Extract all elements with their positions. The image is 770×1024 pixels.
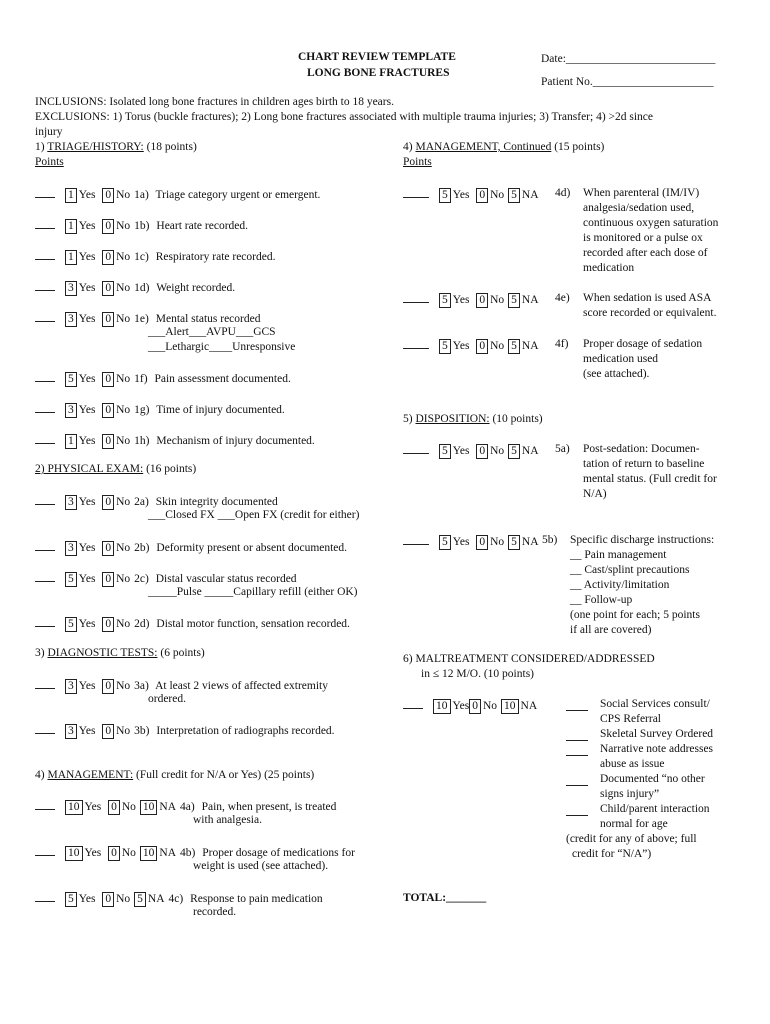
item-text: continuous oxygen saturation [583,217,719,229]
item-id: 1c) [134,251,149,263]
item-id: 1a) [134,189,149,201]
no-points-box[interactable]: 0 [102,892,114,907]
checklist-row [403,442,539,459]
item-id: 4c) [168,893,184,905]
na-label: NA [159,847,177,859]
no-points-box[interactable]: 0 [108,846,120,861]
yes-points-box[interactable]: 10 [65,800,83,815]
no-label: No [490,189,505,201]
section-6-subheading: in ≤ 12 M/O. (10 points) [421,668,535,680]
no-label: No [490,340,505,352]
na-points-box[interactable]: 5 [508,535,520,550]
yes-label: Yes [78,573,96,585]
no-points-box[interactable]: 0 [102,372,114,387]
no-points-box[interactable]: 0 [102,434,114,449]
yes-label: Yes [84,801,102,813]
item-subtext: ___Lethargic____Unresponsive [148,341,296,353]
no-points-box[interactable]: 0 [476,188,488,203]
yes-points-box[interactable]: 5 [65,572,77,587]
maltreatment-check-item: Narrative note addresses [600,743,714,755]
score-blank[interactable] [35,570,55,582]
item-text: analgesia/sedation used, [583,202,695,214]
yes-points-box[interactable]: 5 [439,339,451,354]
no-label: No [490,536,505,548]
checklist-row [35,890,323,907]
no-label: No [116,618,131,630]
yes-label: Yes [78,189,96,201]
checklist-row [403,291,539,308]
maltreatment-check-blank[interactable] [566,744,588,756]
item-text: score recorded or equivalent. [583,307,717,319]
score-blank[interactable] [35,432,55,444]
no-label: No [116,373,131,385]
item-subtext: ___Closed FX ___Open FX (credit for either) [148,509,360,521]
item-text: Mechanism of injury documented. [156,435,315,447]
item-text: __ Follow-up [570,594,633,606]
no-points-box[interactable]: 0 [102,312,114,327]
no-label: No [121,847,136,859]
item-id: 4f) [555,338,569,350]
item-subtext: ordered. [148,693,186,705]
yes-points-box[interactable]: 10 [433,699,451,714]
score-blank[interactable] [403,186,429,198]
checklist-row [35,539,347,556]
yes-label: Yes [78,313,96,325]
no-label: No [116,893,131,905]
checklist-row [35,279,235,296]
no-label: No [116,680,131,692]
item-text: __ Cast/splint precautions [570,564,690,576]
score-blank[interactable] [35,248,55,260]
na-label: NA [521,294,539,306]
na-points-box[interactable]: 5 [134,892,146,907]
yes-points-box[interactable]: 5 [65,617,77,632]
item-id: 2a) [134,496,149,508]
item-id: 1g) [134,404,150,416]
item-id: 4d) [555,187,571,199]
item-id: 4e) [555,292,570,304]
checklist-row [35,615,350,632]
yes-label: Yes [78,725,96,737]
checklist-row [35,798,336,815]
no-label: No [116,251,131,263]
na-label: NA [147,893,165,905]
no-label: No [116,725,131,737]
item-id: 4b) [180,847,196,859]
section-2-heading: 2) PHYSICAL EXAM: (16 points) [35,463,197,475]
item-text: Pain, when present, is treated [201,801,337,813]
date-field[interactable] [541,52,715,67]
checklist-row [35,370,291,387]
checklist-row [35,401,285,418]
no-label: No [116,573,131,585]
yes-label: Yes [78,404,96,416]
item-text: Respiratory rate recorded. [155,251,276,263]
yes-label: Yes [78,542,96,554]
na-points-box[interactable]: 10 [501,699,519,714]
patient-label: Patient No. [541,76,593,88]
item-text: Interpretation of radiographs recorded. [156,725,335,737]
item-subtext: ___Alert___AVPU___GCS [148,326,276,338]
no-points-box[interactable]: 0 [102,219,114,234]
no-label: No [116,313,131,325]
item-id: 2b) [134,542,150,554]
item-text: Specific discharge instructions: [570,534,715,546]
maltreatment-check-item: CPS Referral [600,713,662,725]
maltreatment-check-blank[interactable] [566,729,588,741]
yes-label: Yes [452,189,470,201]
score-blank[interactable] [35,615,55,627]
no-points-box[interactable]: 0 [102,572,114,587]
na-label: NA [521,445,539,457]
score-blank[interactable] [35,677,55,689]
item-text: N/A) [583,488,607,500]
item-id: 4a) [180,801,195,813]
no-label: No [116,542,131,554]
no-points-box[interactable]: 0 [102,250,114,265]
item-id: 1f) [134,373,148,385]
yes-points-box[interactable]: 1 [65,188,77,203]
yes-points-box[interactable]: 5 [439,188,451,203]
item-id: 5a) [555,443,570,455]
score-blank[interactable] [403,533,429,545]
score-blank[interactable] [403,291,429,303]
item-text: At least 2 views of affected extremity [155,680,328,692]
item-text: Weight recorded. [156,282,236,294]
na-points-box[interactable]: 5 [508,339,520,354]
checklist-row [35,248,275,265]
yes-points-box[interactable]: 5 [65,892,77,907]
yes-points-box[interactable]: 3 [65,679,77,694]
section-6-heading: 6) MALTREATMENT CONSIDERED/ADDRESSED [403,653,655,665]
na-points-box[interactable]: 5 [508,188,520,203]
yes-points-box[interactable]: 5 [439,444,451,459]
na-points-box[interactable]: 10 [140,846,158,861]
score-blank[interactable] [35,370,55,382]
item-text: Heart rate recorded. [156,220,249,232]
item-text: (one point for each; 5 points [570,609,700,621]
item-text: if all are covered) [570,624,652,636]
na-label: NA [521,340,539,352]
no-points-box[interactable]: 0 [102,541,114,556]
no-label: No [116,435,131,447]
yes-label: Yes [452,700,470,712]
na-points-box[interactable]: 5 [508,293,520,308]
no-label: No [490,445,505,457]
yes-points-box[interactable]: 3 [65,724,77,739]
section-4-heading: 4) MANAGEMENT: (Full credit for N/A or Yes) (25 points) [35,769,315,781]
score-blank[interactable] [35,539,55,551]
na-label: NA [520,700,538,712]
yes-label: Yes [78,680,96,692]
yes-points-box[interactable]: 3 [65,495,77,510]
no-label: No [116,496,131,508]
na-label: NA [521,536,539,548]
item-id: 2d) [134,618,150,630]
no-label: No [116,404,131,416]
score-blank[interactable] [35,186,55,198]
no-points-box[interactable]: 0 [102,403,114,418]
item-subtext: _____Pulse _____Capillary refill (either OK) [148,586,358,598]
score-blank[interactable] [35,310,55,322]
yes-points-box[interactable]: 5 [439,293,451,308]
inclusions-text: INCLUSIONS: Isolated long bone fractures in children ages birth to 18 years. [35,96,394,108]
item-text: Mental status recorded [155,313,261,325]
no-points-box[interactable]: 0 [102,281,114,296]
item-id: 1h) [134,435,150,447]
item-text: Proper dosage of sedation [583,338,703,350]
item-id: 1d) [134,282,150,294]
no-points-box[interactable]: 0 [102,724,114,739]
no-points-box[interactable]: 0 [476,535,488,550]
no-label: No [116,220,131,232]
maltreatment-check-blank[interactable] [566,774,588,786]
no-points-box[interactable]: 0 [102,188,114,203]
yes-label: Yes [84,847,102,859]
date-label: Date: [541,53,566,65]
item-id: 1e) [134,313,149,325]
yes-points-box[interactable]: 3 [65,281,77,296]
item-subtext: weight is used (see attached). [193,860,329,872]
yes-points-box[interactable]: 1 [65,219,77,234]
total-blank: _______ [446,892,487,904]
checklist-row [403,337,539,354]
item-text: medication used [583,353,659,365]
no-points-box[interactable]: 0 [102,495,114,510]
maltreatment-check-item: Child/parent interaction [600,803,710,815]
section-5-heading: 5) DISPOSITION: (10 points) [403,413,543,425]
no-label: No [482,700,498,712]
no-points-box[interactable]: 0 [469,699,481,714]
yes-label: Yes [452,536,470,548]
doc-subtitle: LONG BONE FRACTURES [307,67,450,79]
yes-points-box[interactable]: 3 [65,312,77,327]
points-header-right: Points [403,156,432,168]
no-label: No [116,282,131,294]
no-points-box[interactable]: 0 [102,679,114,694]
patient-blank: _____________________ [592,76,714,88]
no-points-box[interactable]: 0 [476,293,488,308]
score-blank[interactable] [35,401,55,413]
no-label: No [116,189,131,201]
exclusions-text-cont: injury [35,126,63,138]
yes-points-box[interactable]: 3 [65,403,77,418]
na-label: NA [521,189,539,201]
checklist-row [403,533,539,550]
item-text: __ Pain management [570,549,667,561]
item-text: medication [583,262,635,274]
maltreatment-check-item: signs injury” [600,788,660,800]
no-label: No [490,294,505,306]
yes-points-box[interactable]: 3 [65,541,77,556]
maltreatment-check-item: Social Services consult/ [600,698,710,710]
yes-points-box[interactable]: 5 [439,535,451,550]
item-text: __ Activity/limitation [570,579,670,591]
no-label: No [121,801,136,813]
yes-label: Yes [78,220,96,232]
item-text: When sedation is used ASA [583,292,712,304]
yes-label: Yes [78,496,96,508]
item-text: Post-sedation: Documen- [583,443,700,455]
yes-points-box[interactable]: 1 [65,434,77,449]
section-4-continued-heading: 4) MANAGEMENT, Continued (15 points) [403,141,605,153]
score-blank[interactable] [403,337,429,349]
item-subtext: with analgesia. [193,814,262,826]
item-text: (see attached). [583,368,650,380]
score-blank[interactable] [35,217,55,229]
item-id: 5b) [542,534,558,546]
item-text: Distal vascular status recorded [155,573,297,585]
yes-label: Yes [78,251,96,263]
item-text: is monitored or a pulse ox [583,232,703,244]
yes-label: Yes [78,618,96,630]
item-id: 1b) [134,220,150,232]
score-blank[interactable] [35,279,55,291]
maltreatment-credit-note: credit for “N/A”) [572,848,652,860]
na-label: NA [159,801,177,813]
maltreatment-check-item: abuse as issue [600,758,665,770]
yes-label: Yes [452,294,470,306]
no-points-box[interactable]: 0 [476,444,488,459]
section-3-heading: 3) DIAGNOSTIC TESTS: (6 points) [35,647,205,659]
checklist-row [35,722,335,739]
na-points-box[interactable]: 5 [508,444,520,459]
section-1-heading: 1) TRIAGE/HISTORY: (18 points) [35,141,197,153]
item-text: Skin integrity documented [155,496,278,508]
item-text: Deformity present or absent documented. [156,542,348,554]
exclusions-text: EXCLUSIONS: 1) Torus (buckle fractures); 2) Long bone fractures associated with multiple trauma injuries; 3) Transfer; 4) >2d since [35,111,654,123]
item-text: Triage category urgent or emergent. [155,189,321,201]
score-blank[interactable] [35,798,55,810]
checklist-row [35,186,320,203]
score-blank[interactable] [35,890,55,902]
item-text: Proper dosage of medications for [202,847,355,859]
score-blank[interactable] [403,697,423,709]
score-blank[interactable] [35,722,55,734]
yes-label: Yes [78,282,96,294]
score-blank[interactable] [35,844,55,856]
date-blank: __________________________ [565,53,716,65]
yes-label: Yes [78,435,96,447]
yes-label: Yes [452,340,470,352]
item-text: recorded after each dose of [583,247,708,259]
no-points-box[interactable]: 0 [476,339,488,354]
item-text: Pain assessment documented. [154,373,291,385]
points-header-left: Points [35,156,64,168]
checklist-row [35,217,248,234]
maltreatment-check-item: normal for age [600,818,668,830]
item-subtext: recorded. [193,906,237,918]
total-label: TOTAL: [403,892,447,904]
item-id: 3a) [134,680,149,692]
yes-points-box[interactable]: 5 [65,372,77,387]
doc-title: CHART REVIEW TEMPLATE [298,51,456,63]
checklist-row [403,697,537,714]
maltreatment-check-blank[interactable] [566,804,588,816]
maltreatment-credit-note: (credit for any of above; full [566,833,697,845]
item-text: mental status. (Full credit for [583,473,717,485]
item-text: Response to pain medication [190,893,323,905]
no-points-box[interactable]: 0 [108,800,120,815]
na-points-box[interactable]: 10 [140,800,158,815]
total-field[interactable] [403,891,486,906]
yes-label: Yes [78,893,96,905]
no-points-box[interactable]: 0 [102,617,114,632]
checklist-row [403,186,539,203]
maltreatment-check-blank[interactable] [566,699,588,711]
item-text: When parenteral (IM/IV) [583,187,700,199]
item-text: tation of return to baseline [583,458,705,470]
item-text: Time of injury documented. [156,404,285,416]
maltreatment-check-item: Documented “no other [600,773,705,785]
maltreatment-check-item: Skeletal Survey Ordered [600,728,714,740]
yes-points-box[interactable]: 1 [65,250,77,265]
yes-points-box[interactable]: 10 [65,846,83,861]
patient-field[interactable] [541,75,714,90]
score-blank[interactable] [403,442,429,454]
score-blank[interactable] [35,493,55,505]
checklist-row [35,432,315,449]
yes-label: Yes [78,373,96,385]
section-1-title: TRIAGE/HISTORY: [47,141,144,153]
yes-label: Yes [452,445,470,457]
item-text: Distal motor function, sensation recorded. [156,618,350,630]
item-id: 3b) [134,725,150,737]
item-id: 2c) [134,573,149,585]
